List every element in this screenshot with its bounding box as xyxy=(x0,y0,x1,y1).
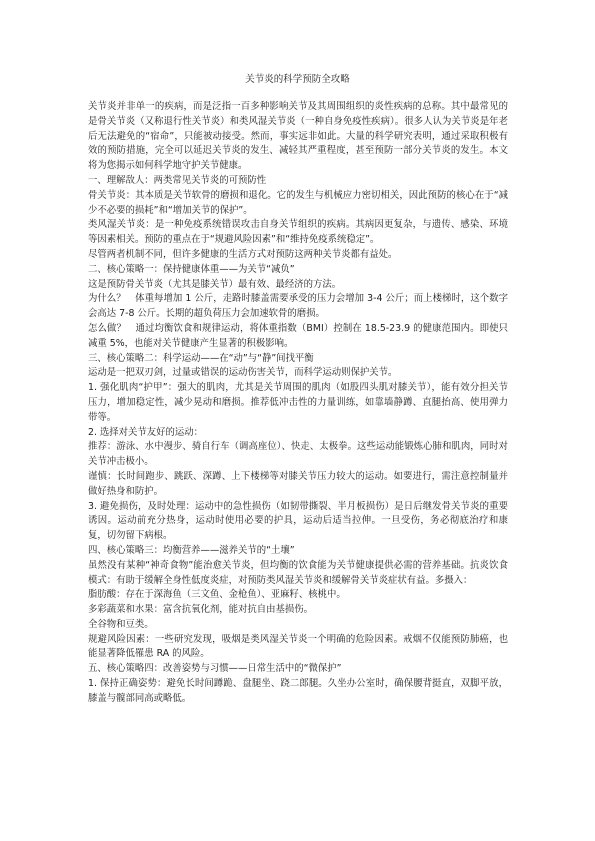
paragraph-common-benefit: 尽管两者机制不同，但许多健康的生活方式对预防这两种关节炎都有益处。 xyxy=(88,248,398,260)
paragraph-weight-why: 为什么？ 体重每增加 1 公斤，走路时膝盖需要承受的压力会增加 3-4 公斤；而上楼梯时，这个数字会高达 7-8 公斤。长期的超负荷压力会加速软骨的磨损。 xyxy=(88,293,508,320)
intro-paragraph: 关节炎并非单一的疾病，而是泛指一百多种影响关节及其周围组织的炎性疾病的总称。其中最常见的是骨关节炎（又称退行性关节炎）和类风湿关节炎（一种自身免疫性疾病）。很多人认为关节炎是年老后无法避免的“宿命”，只能被动接受。然而，事实远非如此。大量的科学研究表明，通过采取积极有效的预防措施，完全可以延迟关节炎的发生、减轻其严重程度，甚至预防一部分关节炎的发生。本文将为您揭示如何科学地守护关节健康。 xyxy=(88,101,508,172)
paragraph-exercise-intro: 运动是一把双刃剑，过量或错误的运动伤害关节，而科学运动则保护关节。 xyxy=(88,367,398,379)
paragraph-posture: 1. 保持正确姿势：避免长时间蹲跪、盘腿坐、跷二郎腿。久坐办公室时，确保腰背挺直，双脚平放，膝盖与髋部同高或略低。 xyxy=(88,678,508,704)
paragraph-muscle-armor: 1. 强化肌肉“护甲”：强大的肌肉，尤其是关节周围的肌肉（如股四头肌对膝关节），能有效分担关节压力，增加稳定性，减少晃动和磨损。推荐低冲击性的力量训练，如靠墙静蹲、直腿抬高、使用弹力带等。 xyxy=(88,382,508,423)
paragraph-rheumatoid-arthritis: 类风湿关节炎：是一种免疫系统错误攻击自身关节组织的疾病。其病因更复杂，与遗传、感染、环境等因素相关。预防的重点在于“规避风险因素”和“维持免疫系统稳定”。 xyxy=(88,219,508,246)
paragraph-weight-how: 怎么做？ 通过均衡饮食和规律运动，将体重指数（BMI）控制在 18.5-23.9 的健康范围内。即使只减重 5%，也能对关节健康产生显著的积极影响。 xyxy=(88,322,508,349)
paragraph-whole-grains: 全谷物和豆类。 xyxy=(88,618,154,630)
paragraph-fatty-acids: 脂肪酸：存在于深海鱼（三文鱼、金枪鱼）、亚麻籽、核桃中。 xyxy=(88,589,346,601)
paragraph-osteoarthritis: 骨关节炎：其本质是关节软骨的磨损和退化。它的发生与机械应力密切相关，因此预防的核心在于“减少不必要的损耗”和“增加关节的保护”。 xyxy=(88,189,508,216)
paragraph-vegetables-fruits: 多彩蔬菜和水果：富含抗氧化剂，能对抗自由基损伤。 xyxy=(88,604,314,616)
paragraph-risk-factors: 规避风险因素：一些研究发现，吸烟是类风湿关节炎一个明确的危险因素。戒烟不仅能预防肺癌，也能显著降低罹患 RA 的风险。 xyxy=(88,633,508,660)
section-heading-1: 一、理解敌人：两类常见关节炎的可预防性 xyxy=(88,174,267,186)
document-title: 关节炎的科学预防全攻略 xyxy=(245,74,350,85)
section-heading-3: 三、核心策略二：科学运动——在“动”与“静”间找平衡 xyxy=(88,352,314,364)
paragraph-friendly-exercise: 2. 选择对关节友好的运动： xyxy=(88,426,204,438)
document-body xyxy=(88,100,508,707)
section-heading-2: 二、核心策略一：保持健康体重——为关节“减负” xyxy=(88,263,295,275)
section-heading-5: 五、核心策略四：改善姿势与习惯——日常生活中的“微保护” xyxy=(88,663,342,675)
paragraph-recommended: 推荐：游泳、水中漫步、骑自行车（调高座位）、快走、太极拳。这些运动能锻炼心肺和肌肉，同时对关节冲击极小。 xyxy=(88,441,508,468)
section-heading-4: 四、核心策略三：均衡营养——滋养关节的“土壤” xyxy=(88,544,295,556)
paragraph-avoid-injury: 3. 避免损伤，及时处理：运动中的急性损伤（如韧带撕裂、半月板损伤）是日后继发骨关节炎的重要诱因。运动前充分热身，运动时使用必要的护具，运动后适当拉伸。一旦受伤，务必彻底治疗和康复，切勿留下病根。 xyxy=(88,500,508,542)
paragraph-weight-intro: 这是预防骨关节炎（尤其是膝关节）最有效、最经济的方法。 xyxy=(88,278,342,290)
paragraph-nutrition: 虽然没有某种“神奇食物”能治愈关节炎，但均衡的饮食能为关节健康提供必需的营养基础。抗炎饮食模式：有助于缓解全身性低度炎症，对预防类风湿关节炎和缓解骨关节炎症状有益。多摄入： xyxy=(88,559,508,586)
paragraph-caution: 谨慎：长时间跑步、跳跃、深蹲、上下楼梯等对膝关节压力较大的运动。如要进行，需注意控制量并做好热身和防护。 xyxy=(88,470,508,497)
